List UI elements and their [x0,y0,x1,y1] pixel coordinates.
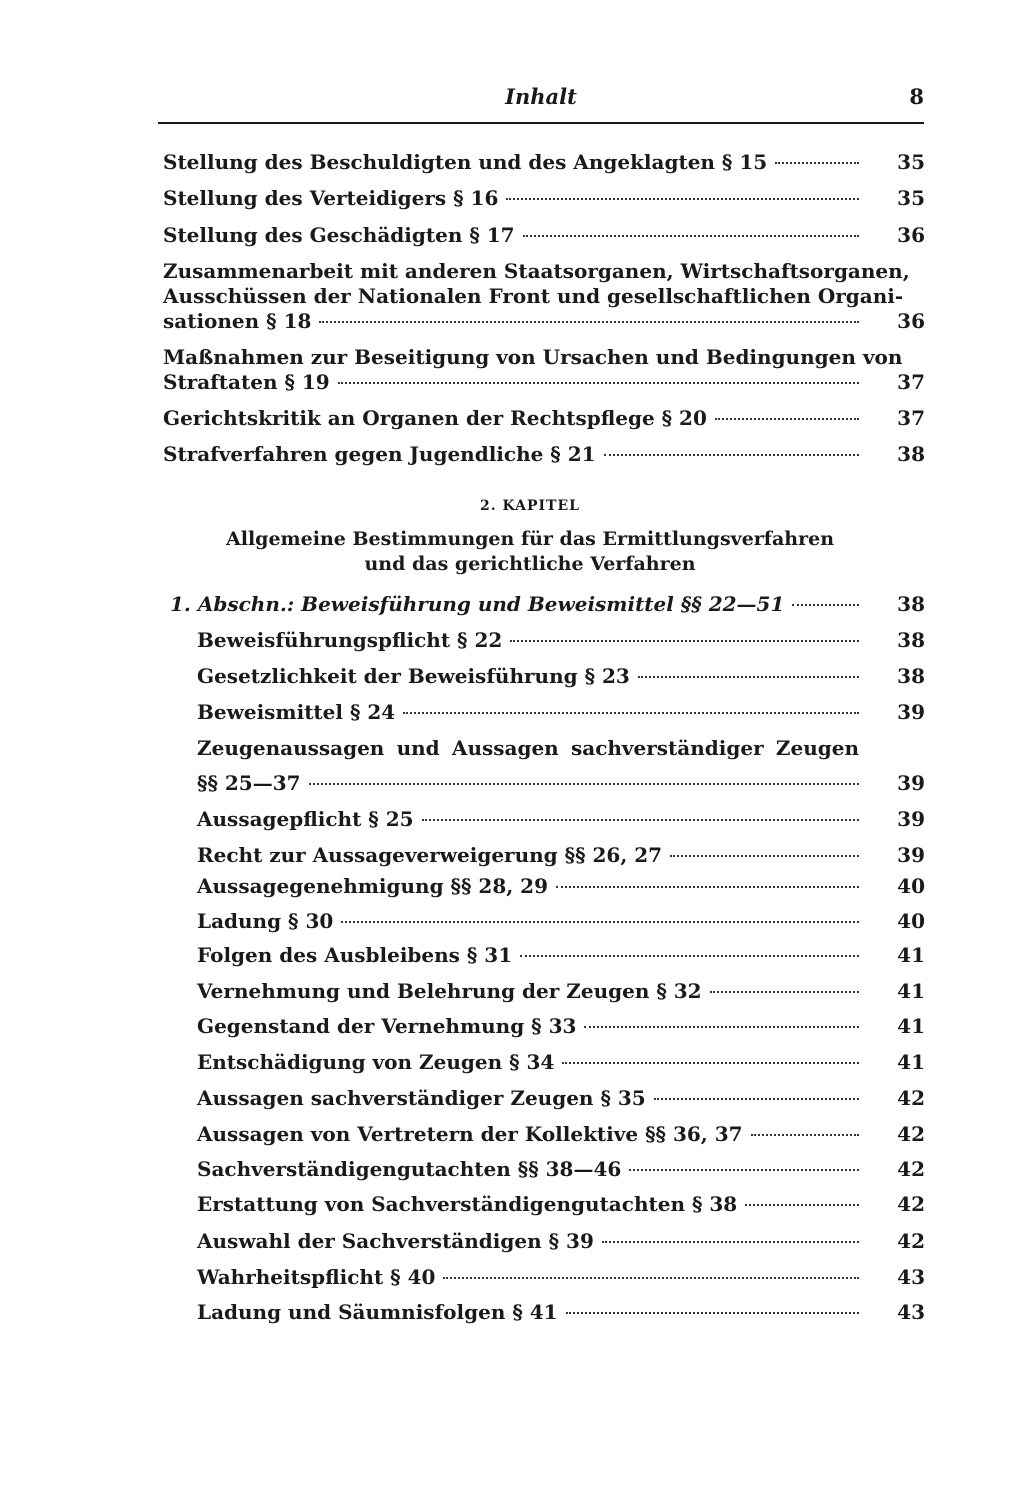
toc-entry-page: 39 [897,771,925,795]
toc-entry-title: §§ 25—37 [197,771,301,795]
dot-leader [638,676,859,678]
section-page: 38 [897,592,925,616]
toc-entry-title: Beweismittel § 24 [197,700,396,724]
toc-entry-page: 39 [897,807,925,831]
toc-entry-page: 43 [897,1300,925,1324]
toc-entry[interactable] [197,841,925,869]
toc-entry[interactable] [197,907,925,935]
toc-entry-page: 41 [897,1050,925,1074]
toc-entry-page: 39 [897,843,925,867]
toc-entry-title: Entschädigung von Zeugen § 34 [197,1050,555,1074]
toc-entry[interactable] [197,977,925,1005]
dot-leader [715,418,859,420]
toc-entry[interactable] [197,698,925,726]
toc-entry-page: 38 [897,628,925,652]
toc-entry-page: 42 [897,1229,925,1253]
dot-leader [510,640,859,642]
toc-entry-title: Stellung des Verteidigers § 16 [163,186,499,210]
dot-leader [751,1134,859,1136]
dot-leader [629,1169,859,1171]
word: Zeugen [775,736,859,760]
word: Aussagen [451,736,559,760]
dot-leader [523,235,859,237]
toc-entry-title: Erstattung von Sachverständigengutachten § 38 [197,1192,738,1216]
toc-entry[interactable] [197,662,925,690]
toc-entry-page: 43 [897,1265,925,1289]
dot-leader [309,783,859,785]
toc-entry[interactable] [163,221,925,249]
toc-entry-page: 42 [897,1157,925,1181]
toc-entry-page: 41 [897,1014,925,1038]
dot-leader [341,921,859,923]
toc-entry-page: 42 [897,1192,925,1216]
dot-leader [566,1312,859,1314]
toc-entry-title: Vernehmung und Belehrung der Zeugen § 32 [197,979,702,1003]
toc-entry-title: Beweisführungspflicht § 22 [197,628,503,652]
toc-entry[interactable] [197,1263,925,1291]
dot-leader [792,604,859,606]
toc-entry-page: 40 [897,909,925,933]
dot-leader [403,712,859,714]
toc-entry-page: 41 [897,943,925,967]
dot-leader [562,1062,859,1064]
dot-leader [506,198,859,200]
toc-entry[interactable] [163,404,925,432]
toc-entry[interactable] [197,769,925,797]
word: sachverständiger [570,736,764,760]
toc-entry-line: Maßnahmen zur Beseitigung von Ursachen und Bedingungen von [163,345,903,369]
toc-entry-title: Ladung § 30 [197,909,334,933]
page-header [158,80,924,124]
dot-leader [604,454,859,456]
toc-entry[interactable] [197,1155,925,1183]
toc-entry-line: Ausschüssen der Nationalen Front und gesellschaftlichen Organi- [163,284,904,308]
toc-entry-title: Wahrheitspflicht § 40 [197,1265,436,1289]
toc-entry-title: sationen § 18 [163,309,312,333]
toc-entry-page: 37 [897,370,925,394]
toc-entry[interactable] [163,440,925,468]
toc-entry-title: Gegenstand der Vernehmung § 33 [197,1014,577,1038]
toc-entry-title: Folgen des Ausbleibens § 31 [197,943,513,967]
toc-entry-page: 36 [897,223,925,247]
section-title: 1. Abschn.: Beweisführung und Beweismittel §§ 22—51 [170,592,785,616]
dot-leader [654,1098,859,1100]
toc-entry[interactable] [197,872,925,900]
toc-entry-line [197,734,859,762]
running-title: Inhalt [505,84,577,109]
dot-leader [710,991,859,993]
toc-entry-page: 36 [897,309,925,333]
dot-leader [520,955,859,957]
section-entry[interactable] [170,590,925,618]
toc-entry-page: 35 [897,150,925,174]
dot-leader [670,855,859,857]
dot-leader [319,321,859,323]
toc-entry[interactable] [163,368,925,396]
dot-leader [775,162,859,164]
toc-entry-title: Ladung und Säumnisfolgen § 41 [197,1300,558,1324]
toc-entry-title: Aussagepflicht § 25 [197,807,414,831]
toc-entry[interactable] [197,1048,925,1076]
toc-entry-title: Straftaten § 19 [163,370,330,394]
chapter-number: 2. KAPITEL [480,498,580,514]
toc-entry[interactable] [197,1012,925,1040]
toc-entry-page: 39 [897,700,925,724]
toc-entry[interactable] [163,307,925,335]
toc-entry-page: 41 [897,979,925,1003]
dot-leader [745,1204,859,1206]
dot-leader [556,886,859,888]
toc-entry[interactable] [197,1298,925,1326]
toc-entry[interactable] [197,1084,925,1112]
toc-entry-title: Aussagen von Vertretern der Kollektive §§ 36, 37 [197,1122,743,1146]
toc-entry-title: Recht zur Aussageverweigerung §§ 26, 27 [197,843,663,867]
toc-entry-title: Sachverständigengutachten §§ 38—46 [197,1157,622,1181]
dot-leader [602,1241,859,1243]
page-number: 8 [909,84,924,109]
toc-entry-page: 40 [897,874,925,898]
dot-leader [338,382,859,384]
word: und [396,736,440,760]
dot-leader [584,1026,859,1028]
toc-entry-line: Zusammenarbeit mit anderen Staatsorganen, Wirtschaftsorganen, [163,259,910,283]
toc-entry-title: Strafverfahren gegen Jugendliche § 21 [163,442,596,466]
toc-entry-title: Stellung des Geschädigten § 17 [163,223,515,247]
toc-entry[interactable] [163,184,925,212]
toc-entry-page: 37 [897,406,925,430]
toc-entry-title: Stellung des Beschuldigten und des Angeklagten § 15 [163,150,768,174]
toc-entry[interactable] [197,626,925,654]
chapter-title: Allgemeine Bestimmungen für das Ermittlungsverfahren [225,528,835,550]
toc-entry[interactable] [197,1120,925,1148]
toc-entry[interactable] [197,1227,925,1255]
toc-entry[interactable] [197,805,925,833]
dot-leader [422,819,859,821]
toc-entry-title: Gerichtskritik an Organen der Rechtspflege § 20 [163,406,707,430]
toc-entry[interactable] [197,941,925,969]
toc-entry-page: 42 [897,1122,925,1146]
dot-leader [443,1277,859,1279]
toc-entry-page: 35 [897,186,925,210]
toc-entry[interactable] [163,148,925,176]
toc-entry-page: 38 [897,442,925,466]
toc-entry-page: 42 [897,1086,925,1110]
word: Zeugenaussagen [197,736,385,760]
toc-entry-title: Auswahl der Sachverständigen § 39 [197,1229,594,1253]
toc-entry-title: Aussagen sachverständiger Zeugen § 35 [197,1086,646,1110]
toc-entry-page: 38 [897,664,925,688]
toc-entry-title: Gesetzlichkeit der Beweisführung § 23 [197,664,630,688]
chapter-title: und das gerichtliche Verfahren [364,553,696,575]
toc-entry-title: Aussagegenehmigung §§ 28, 29 [197,874,549,898]
toc-entry[interactable] [197,1190,925,1218]
